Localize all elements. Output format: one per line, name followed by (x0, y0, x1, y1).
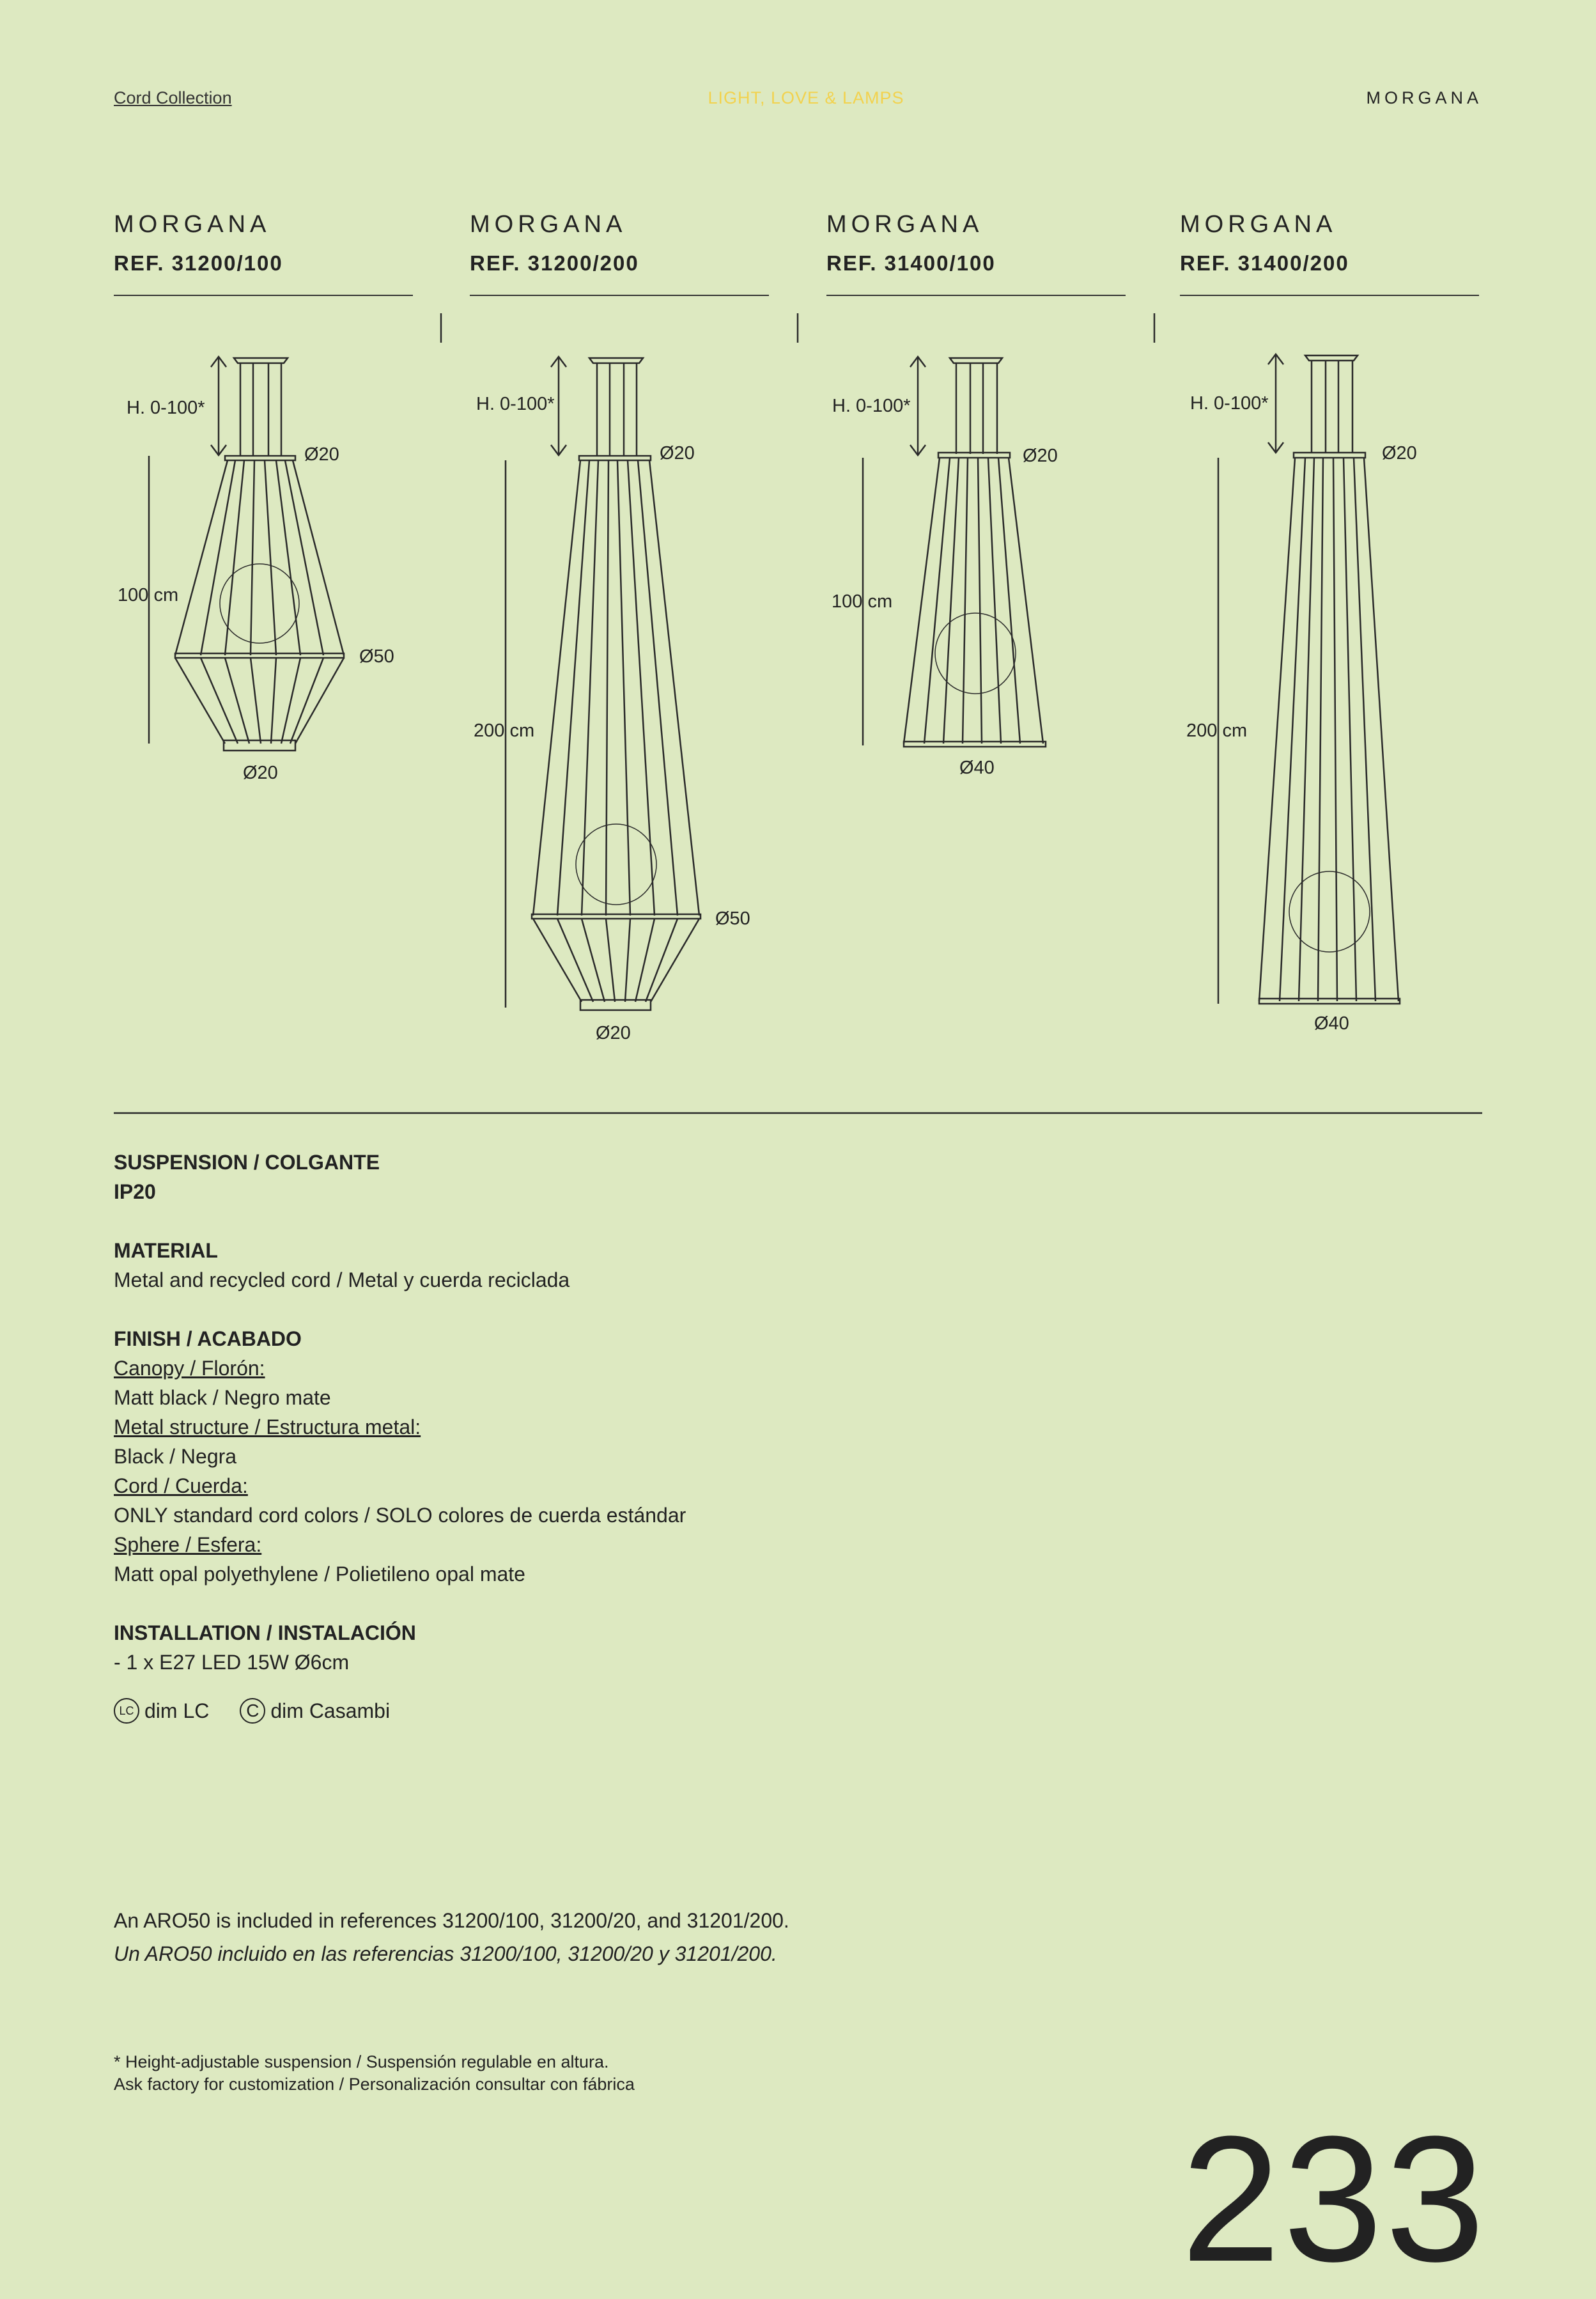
finish-value-sphere: Matt opal polyethylene / Polietileno opal mate (114, 1563, 525, 1586)
ip-rating: IP20 (114, 1180, 156, 1203)
bottom-diameter: Ø20 (596, 1023, 631, 1043)
dim-lc (114, 1696, 209, 1726)
finish-title: FINISH / ACABADO (114, 1327, 302, 1350)
lamp-drawing-31400-200 (1186, 354, 1417, 1034)
canopy (1305, 355, 1358, 361)
top-ring (938, 453, 1010, 458)
height-label: H. 0-100* (1190, 393, 1269, 414)
lamp-drawing-31400-100 (832, 357, 1058, 778)
canopy (234, 358, 288, 363)
middle-ring (175, 653, 344, 658)
model-ref: REF. 31400/200 (1180, 251, 1349, 275)
wide-diameter: Ø50 (359, 646, 394, 667)
top-ring (225, 456, 295, 460)
model-ref: REF. 31400/100 (826, 251, 996, 275)
installation-value: - 1 x E27 LED 15W Ø6cm (114, 1651, 350, 1674)
model-ref: REF. 31200/100 (114, 251, 283, 275)
model-name: MORGANA (470, 211, 627, 238)
specifications (114, 1148, 1073, 1726)
length-label: 100 cm (118, 585, 179, 605)
material-value: Metal and recycled cord / Metal y cuerda reciclada (114, 1268, 570, 1291)
material-title: MATERIAL (114, 1239, 218, 1262)
top-ring (579, 456, 651, 460)
top-ring (1294, 453, 1365, 458)
dim-casambi-label: dim Casambi (270, 1699, 391, 1722)
top-diameter: Ø20 (1382, 443, 1417, 464)
bottom-diameter: Ø20 (243, 763, 278, 783)
footnote-line-1: * Height-adjustable suspension / Suspensión regulable en altura. (114, 2052, 609, 2071)
cords (904, 458, 1043, 744)
upper-cords (175, 460, 344, 655)
finish-label-sphere: Sphere / Esfera: (114, 1533, 262, 1556)
bottom-diameter: Ø40 (1314, 1013, 1349, 1034)
finish-label-cord: Cord / Cuerda: (114, 1474, 248, 1497)
product-title: MORGANA (1366, 88, 1482, 107)
finish-value-cord: ONLY standard cord colors / SOLO colores de cuerda estándar (114, 1504, 686, 1527)
dim-casambi (240, 1696, 390, 1726)
light-sphere (220, 564, 299, 643)
collection-link[interactable]: Cord Collection (114, 88, 232, 107)
model-ref: REF. 31200/200 (470, 251, 639, 275)
finish-value-canopy: Matt black / Negro mate (114, 1386, 331, 1409)
lamp-drawing-31200-100 (118, 357, 394, 783)
bottom-ring (224, 740, 295, 751)
aro-note-en: An ARO50 is included in references 31200/100, 31200/20, and 31201/200. (114, 1909, 789, 1932)
footnote (114, 2051, 635, 2096)
casambi-icon: C (240, 1698, 265, 1724)
model-name: MORGANA (1180, 211, 1337, 238)
dimming-options (114, 1696, 1073, 1726)
top-diameter: Ø20 (1023, 446, 1058, 466)
aro-note (114, 1904, 789, 1970)
cords (1259, 458, 1398, 1001)
height-label: H. 0-100* (832, 396, 911, 416)
lower-cords (533, 919, 699, 1002)
aro-note-es: Un ARO50 incluido en las referencias 31200/100, 31200/20 y 31201/200. (114, 1942, 777, 1965)
footnote-line-2: Ask factory for customization / Personalización consultar con fábrica (114, 2075, 635, 2094)
top-diameter: Ø20 (660, 443, 695, 464)
length-label: 100 cm (832, 591, 893, 612)
page-number: 233 (1181, 2100, 1487, 2299)
canopy (950, 358, 1002, 363)
height-label: H. 0-100* (476, 394, 555, 414)
bottom-diameter: Ø40 (959, 758, 995, 778)
dim-lc-label: dim LC (144, 1699, 210, 1722)
model-name: MORGANA (114, 211, 271, 238)
height-label: H. 0-100* (127, 398, 205, 418)
middle-ring (532, 914, 701, 919)
finish-value-structure: Black / Negra (114, 1445, 237, 1468)
installation-title: INSTALLATION / INSTALACIÓN (114, 1621, 416, 1644)
product-type: SUSPENSION / COLGANTE (114, 1151, 380, 1174)
lamp-drawing-31200-200 (474, 357, 750, 1043)
light-sphere (935, 613, 1016, 694)
lower-cords (175, 658, 344, 744)
light-sphere (576, 824, 656, 905)
length-label: 200 cm (1186, 721, 1248, 741)
top-diameter: Ø20 (304, 444, 339, 465)
brand-tagline: LIGHT, LOVE & LAMPS (708, 88, 904, 107)
wide-diameter: Ø50 (715, 908, 750, 929)
bottom-ring (904, 742, 1046, 747)
finish-label-structure: Metal structure / Estructura metal: (114, 1415, 421, 1438)
canopy (589, 358, 643, 363)
finish-label-canopy: Canopy / Florón: (114, 1357, 265, 1380)
upper-cords (533, 460, 699, 916)
model-name: MORGANA (826, 211, 984, 238)
lc-dimming-icon: LC (114, 1698, 139, 1724)
length-label: 200 cm (474, 721, 535, 741)
